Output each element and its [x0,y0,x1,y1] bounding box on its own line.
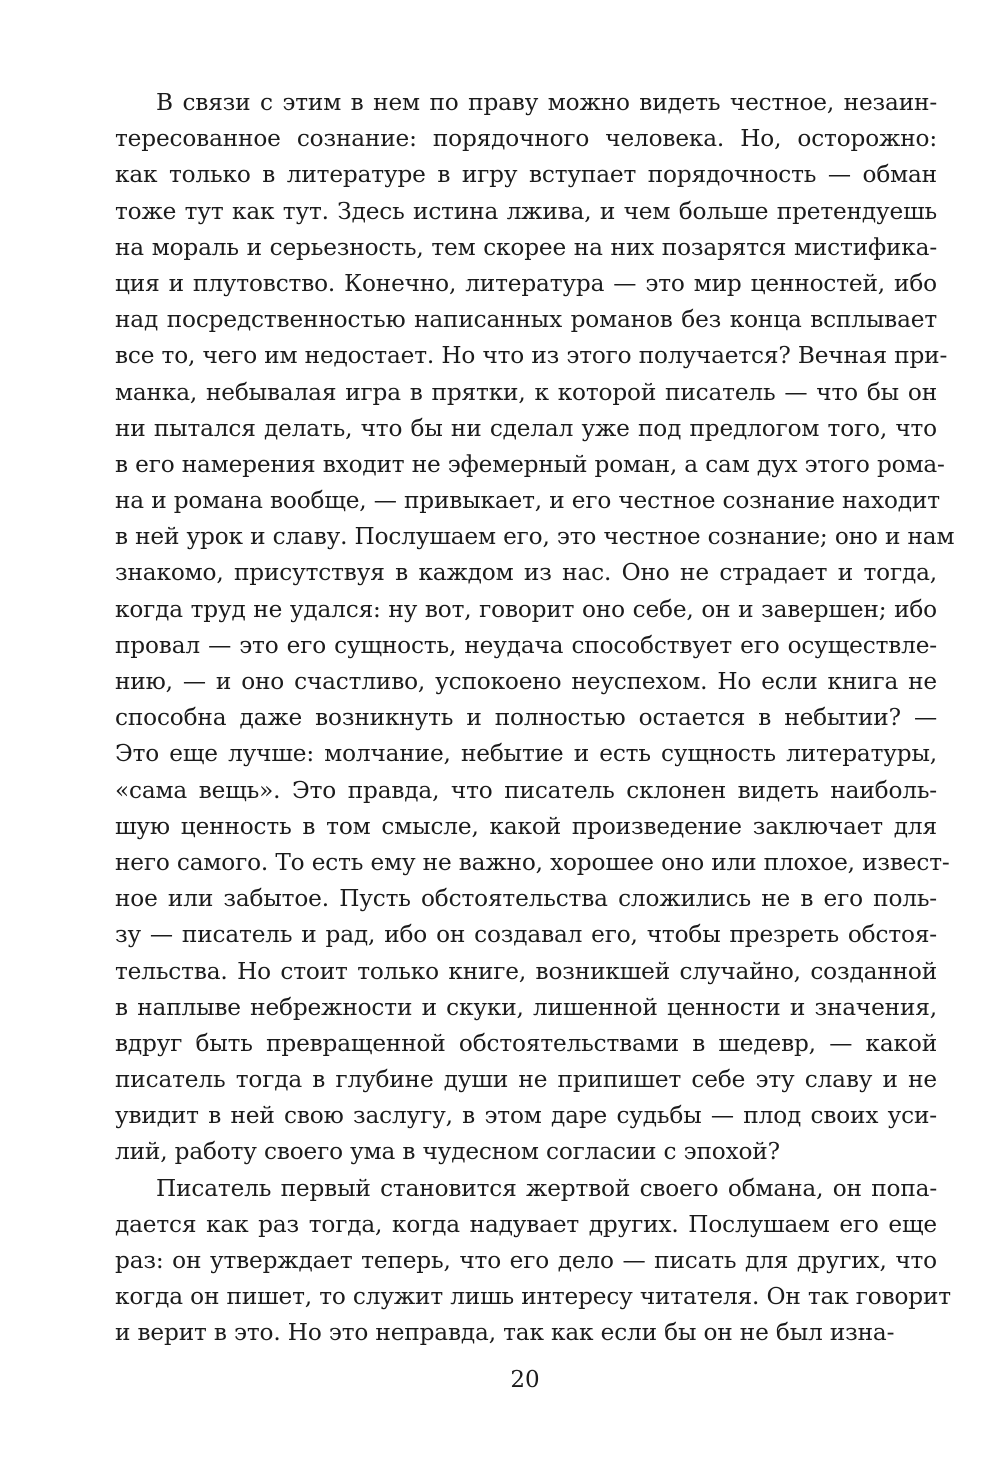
text-line: знакомо, присутствуя в каждом из нас. Оно не страдает и тогда, [115,559,937,587]
text-line: ное или забытое. Пусть обстоятельства сложились не в его поль- [115,885,937,913]
text-line: и верит в это. Но это неправда, так как если бы он не был изна- [115,1319,895,1347]
text-line: увидит в ней свою заслугу, в этом даре судьбы — плод своих уси- [115,1102,937,1130]
text-line: вдруг быть превращенной обстоятельствами в шедевр, — какой [115,1029,937,1057]
text-line: писатель тогда в глубине души не припишет себе эту славу и не [115,1066,937,1094]
text-line: тоже тут как тут. Здесь истина лжива, и чем больше претендуешь [115,197,937,225]
page-number: 20 [510,1367,540,1393]
text-line: над посредственностью написанных романов без конца всплывает [115,306,937,334]
text-line: Это еще лучше: молчание, небытие и есть сущность литературы, [115,740,937,768]
text-line: провал — это его сущность, неудача способствует его осуществле- [115,631,937,659]
text-line: способна даже возникнуть и полностью остается в небытии? — [115,704,937,732]
text-line: лий, работу своего ума в чудесном согласии с эпохой? [115,1138,780,1166]
text-line: ция и плутовство. Конечно, литература — это мир ценностей, ибо [115,269,937,297]
text-line: как только в литературе в игру вступает порядочность — обман [115,161,937,189]
text-line: когда труд не удался: ну вот, говорит оно себе, он и завершен; ибо [115,595,937,623]
text-line: тельства. Но стоит только книге, возникшей случайно, созданной [115,957,937,985]
text-line: «сама вещь». Это правда, что писатель склонен видеть наиболь- [115,776,937,804]
body-text [115,85,955,1352]
text-line: в его намерения входит не эфемерный роман, а сам дух этого рома- [115,450,945,478]
text-line: ни пытался делать, что бы ни сделал уже под предлогом того, что [115,414,937,442]
text-line: все то, чего им недостает. Но что из этого получается? Вечная при- [115,342,948,370]
text-line: на и романа вообще, — привыкает, и его честное сознание находит [115,487,940,515]
text-line: манка, небывалая игра в прятки, к которой писатель — что бы он [115,378,937,406]
text-line: дается как раз тогда, когда надувает других. Послушаем его еще [115,1210,937,1238]
text-line: него самого. То есть ему не важно, хорошее оно или плохое, извест- [115,848,950,876]
paragraph [115,1171,951,1352]
text-line: нию, — и оно счастливо, успокоено неуспехом. Но если книга не [115,668,937,695]
text-line: когда он пишет, то служит лишь интересу читателя. Он так говорит [115,1283,951,1311]
text-line: Писатель первый становится жертвой своего обмана, он попа- [156,1174,937,1202]
text-line: шую ценность в том смысле, какой произведение заключает для [115,812,937,840]
paragraph [115,85,955,1171]
text-line: В связи с этим в нем по праву можно видеть честное, незаин- [156,89,937,116]
text-line: тересованное сознание: порядочного человека. Но, осторожно: [115,125,937,153]
text-line: на мораль и серьезность, тем скорее на них позарятся мистифика- [115,233,937,261]
text-line: в ней урок и славу. Послушаем его, это честное сознание; оно и нам [115,523,955,551]
text-line: зу — писатель и рад, ибо он создавал его, чтобы презреть обстоя- [115,921,937,949]
text-line: раз: он утверждает теперь, что его дело — писать для других, что [115,1247,937,1274]
text-line: в наплыве небрежности и скуки, лишенной ценности и значения, [115,993,937,1021]
